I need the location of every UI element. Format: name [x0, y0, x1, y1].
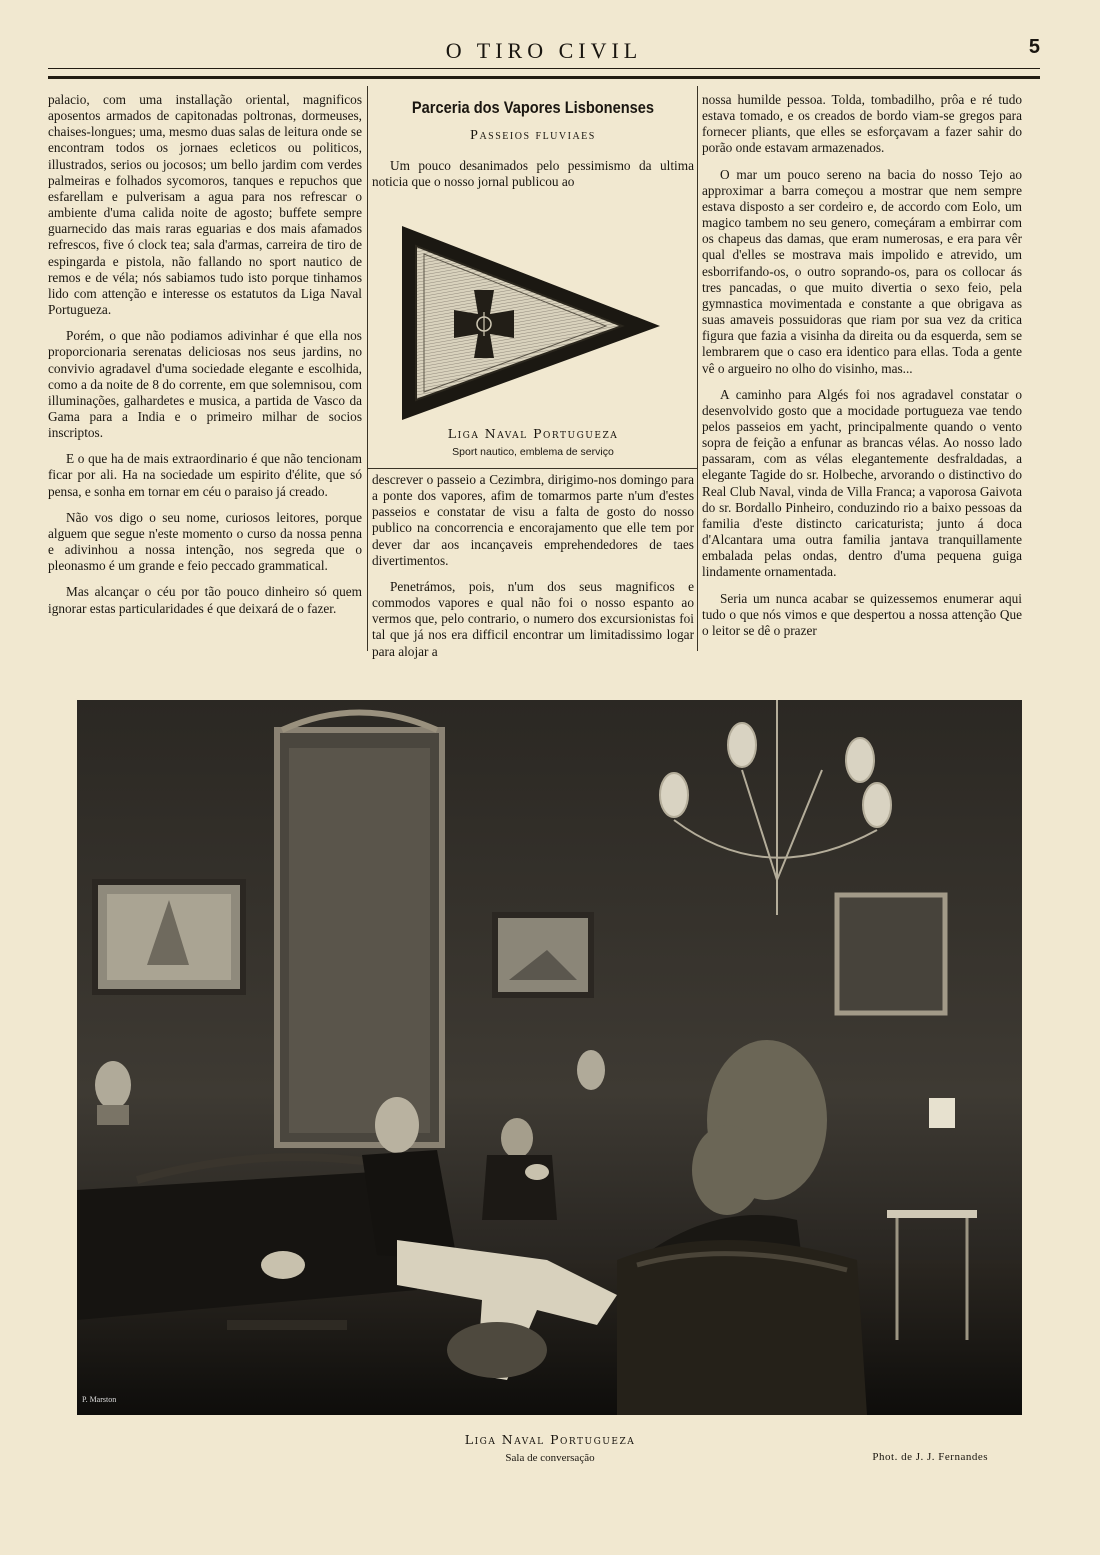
pennant-subcaption: Sport nautico, emblema de serviço [452, 446, 614, 458]
salon-photo-image [77, 700, 1022, 1415]
column-divider-right [697, 86, 698, 651]
photo-credit: Phot. de J. J. Fernandes [872, 1451, 988, 1463]
col2-paragraph-1: descrever o passeio a Cezimbra, dirigimo-nos domingo para a ponte dos vapores, afim de tomarmos parte n'um d'estes passeios e constatar de visu a falta de gosto do nosso publico na concorrencia e encorajamento que elle tem por dever dar aos incançaveis emprehendedores de taes divertimentos. [372, 472, 694, 568]
photo-subcaption: Sala de conversação [505, 1452, 595, 1464]
pennant-caption: Liga Naval Portugueza [447, 426, 619, 441]
col3-paragraph-2: O mar um pouco sereno na bacia do nosso Tejo ao approximar a barra começou a mostrar que nem sempre estava disposto a ser cordeiro e, de accordo com Eolo, um magico tambem no seu genero, começáram a embirrar com os chapeus das damas, que eram numerosas, e era para vêr qual d'elles se mostrava mais impolido e atrevido, um esborrifando-os, o outro soprando-os, para os collocar ás tres pancadas, o que muito divertia o sexo feio, pela gymnastica movimentada e constante a que obrigava as suas amaveis possuidoras que riam por sua vez da critica figura que fazia a visinha da direita ou da esquerda, sem se lembrarem que o caso era identico para ellas. Toda a gente vê o argueiro no olho do visinho, mas... [702, 166, 1022, 376]
col1-paragraph-1: palacio, com uma installação oriental, magnificos aposentos armados de capitonadas poltronas, dormeuses, chaises-longues; uma, mesmo duas salas de leitura onde se encontram todos os jornaes ecleticos ou politicos, illustrados, serios ou jocosos; um bello jardim com verdes palmeiras e folhados sycomoros, tanques e repuchos que esfarellam e pulverisam a agua para nos refrescar o ambiente d'uma calida noite de agosto; buffete sempre guarnecido das mais raras eguarias e dos mais afamados refrescos, five ó clock tea; sala d'armas, carreira de tiro de espingarda e pistola, não fallando no sport nautico de remos e de véla; nós sabiamos tudo isto porque tinhamos lido com attenção e interesse os estatutos da Liga Naval Portugueza. [48, 92, 362, 318]
photo-signature: P. Marston [82, 1395, 117, 1404]
page-number: 5 [1028, 36, 1040, 58]
pennant-illustration [400, 224, 662, 422]
col3-paragraph-1: nossa humilde pessoa. Tolda, tombadilho, prôa e ré tudo estava tomado, e os creados de bordo viam-se gregos para fornecer pliants, que elles se esforçavam a fazer sahir do porão onde estavam armazenados. [702, 92, 1022, 156]
article-title: Parceria dos Vapores Lisbonenses [411, 98, 655, 117]
article-subtitle: Passeios fluviaes [470, 128, 596, 143]
section-divider [367, 468, 698, 469]
col1-paragraph-3: E o que ha de mais extraordinario é que não tencionam ficar por ali. Ha na sociedade um espirito d'élite, que só pensa, e sonha em tornar em céu o paraiso já creado. [48, 451, 362, 499]
newspaper-title: O TIRO CIVIL [445, 38, 643, 63]
col3-paragraph-3: A caminho para Algés foi nos agradavel constatar o desenvolvido gosto que a mocidade portugueza vae tendo pelos passeios em yacht, principalmente quando o vento sopra de feição a enfunar as brancas vélas. Ao nosso lado passaram, com as vélas elegantemente desfraldadas, a elegante Tagide do sr. Holbeche, arvorando o distinctivo do Real Club Naval, vinda de Villa Franca; a vaporosa Gaivota do sr. Bordallo Pinheiro, conduzindo rio a baixo pessoas da familia d'este distincto caricaturista; junto á doca d'Alcantara uma outra familia jantava tranquillamente embalada pelas ondas, dentro d'uma pequena guiga lindamente ornamentada. [702, 386, 1022, 580]
column-divider-left [367, 86, 368, 651]
header-rule [48, 68, 1040, 79]
col1-paragraph-4: Não vos digo o seu nome, curiosos leitores, porque alguem que segue n'este momento o curso da nossa penna e adivinhou a nossa intenção, nos segreda que o pleonasmo é um grande e feio peccado grammatical. [48, 509, 362, 574]
col3-paragraph-4: Seria um nunca acabar se quizessemos enumerar aqui tudo o que nós vimos e que despertou a nossa attenção Que o leitor se dê o prazer [702, 590, 1022, 638]
col1-paragraph-5: Mas alcançar o céu por tão pouco dinheiro só quem ignorar estas particularidades é que deixará de o fazer. [48, 584, 362, 616]
column-3 [702, 92, 1022, 649]
salon-photograph [77, 700, 1022, 1415]
col1-paragraph-2: Porém, o que não podiamos adivinhar é que ella nos proporcionaria serenatas deliciosas nos seus jardins, no convivio agradavel d'uma sociedade elegante e escolhida, como a da noite de 8 do corrente, em que solemnisou, com illuminações, galhardetes e musica, a partida de Vasco da Gama para a India e o primeiro milhar de socios inscriptos. [48, 328, 362, 441]
col2-paragraph-2: Penetrámos, pois, n'um dos seus magnificos e commodos vapores e qual não foi o nosso espanto ao vermos que, pelo contrario, o numero dos excursionistas foi tal que já nos era difficil encontrar um limitadissimo logar para alojar a [372, 578, 694, 659]
masthead [48, 38, 1040, 68]
article-lead [372, 158, 694, 190]
pennant-icon [400, 224, 662, 422]
column-1 [48, 92, 362, 627]
photo-caption: Liga Naval Portugueza [464, 1432, 636, 1447]
column-2-body [372, 472, 694, 670]
article-lead-text: Um pouco desanimados pelo pessimismo da ultima noticia que o nosso jornal publicou ao [372, 158, 694, 190]
